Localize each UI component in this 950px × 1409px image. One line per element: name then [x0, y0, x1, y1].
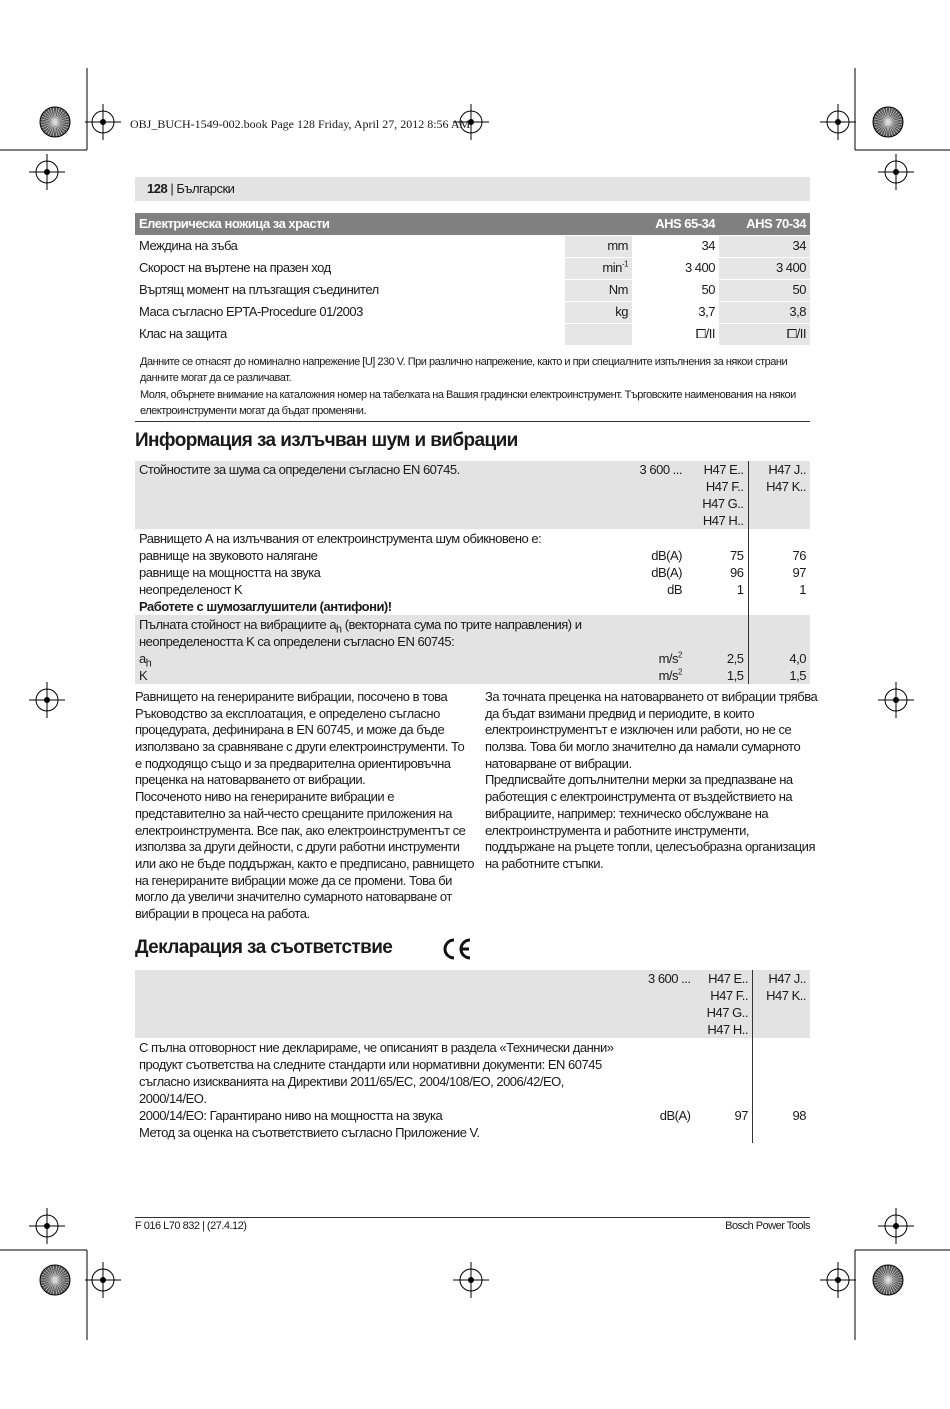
value: 1 — [686, 581, 748, 598]
value: 1 — [799, 582, 806, 597]
body-line: използвано за сравняване с други електроинструменти. То — [135, 739, 465, 755]
value: 76 — [792, 548, 806, 563]
crosshair-target-icon — [878, 682, 914, 718]
value: 3,7 — [632, 301, 719, 323]
starburst-mark-icon — [40, 107, 70, 137]
model-2: AHS 70-34 — [719, 213, 810, 235]
decl-col2 — [752, 970, 810, 1038]
value: ⧠/II — [632, 323, 719, 345]
crosshair-target-icon — [878, 154, 914, 190]
variant: H47 K.. — [766, 988, 806, 1003]
spec-row — [135, 235, 810, 257]
value: 4,0 — [748, 650, 810, 667]
divider — [135, 421, 810, 422]
body-line: Ръководство за експлоатация, е определено съгласно — [135, 705, 440, 721]
body-line: вибрациите, например: техническо обслужване на — [485, 805, 769, 821]
variant: H47 K.. — [766, 479, 806, 494]
unit: dB — [667, 582, 682, 597]
declaration-table — [135, 970, 810, 1143]
crosshair-target-icon — [29, 682, 65, 718]
spec-unit — [565, 301, 632, 323]
note-line: Моля, обърнете внимание на каталожния номер на табелката на Вашия градински електроинструмент. Търговските наименования на някои — [140, 389, 796, 401]
variant: H47 H.. — [702, 513, 744, 528]
note-2 — [140, 387, 796, 419]
decl-col1 — [694, 970, 752, 1038]
spec-label: Клас на защита — [135, 323, 565, 345]
table-row — [135, 1124, 810, 1143]
value: 75 — [686, 547, 748, 564]
value: 2,5 — [686, 650, 748, 667]
unit: dB(A) — [651, 548, 682, 563]
starburst-mark-icon — [873, 1265, 903, 1295]
spec-label: Въртящ момент на плъзгащия съединител — [135, 279, 565, 301]
spec-unit — [565, 257, 632, 279]
page-number: 128 — [147, 181, 168, 196]
decl-method: Метод за оценка на съответствието съгласно Приложение V. — [139, 1125, 480, 1140]
running-header: 128 | Български — [135, 177, 810, 201]
variant: H47 E.. — [708, 971, 748, 986]
body-line: вибрации в процеса на работа. — [135, 905, 310, 921]
unit: dB(A) — [659, 1108, 691, 1123]
text: Пълната стойност на вибрациите a — [139, 617, 337, 632]
table-row — [135, 581, 810, 598]
body-line: електроинструмента. Все пак, ако електроинструментът се — [135, 822, 466, 838]
value: 34 — [719, 235, 810, 257]
language-label: Български — [176, 181, 235, 196]
value: 50 — [632, 279, 719, 301]
noise-label: равнище на мощността на звука — [139, 565, 321, 580]
text: m/s — [658, 668, 679, 683]
text: съгласно изискванията на Директиви 2011/65/EC, 2004/108/EO, 2006/42/EO, — [139, 1074, 564, 1089]
body-line: Равнището на генерираните вибрации, посочено в това — [135, 689, 448, 704]
value: 98 — [792, 1108, 806, 1123]
noise-header-row — [135, 461, 810, 529]
spec-unit — [565, 323, 632, 345]
variant: H47 E.. — [703, 462, 744, 477]
body-right-column — [485, 689, 817, 873]
table-row — [135, 1038, 810, 1107]
value: 3 400 — [632, 257, 719, 279]
crosshair-target-icon — [29, 154, 65, 190]
text: m/s — [658, 651, 679, 666]
value: ⧠/II — [719, 323, 810, 345]
value: 3,8 — [719, 301, 810, 323]
variant: H47 G.. — [702, 496, 744, 511]
unit: mm — [607, 238, 628, 253]
note-line: електроинструменти могат да бъдат променяни. — [140, 405, 367, 417]
body-line: е подходящо също и за предварителна ориентировъчна — [135, 755, 451, 771]
text: 2000/14/EO. — [139, 1091, 207, 1106]
crosshair-target-icon — [85, 1262, 121, 1298]
crosshair-target-icon — [453, 1262, 489, 1298]
body-line: могло да увеличи значително сумарното натоварване от — [135, 889, 452, 905]
variant: H47 G.. — [706, 1005, 748, 1020]
text: 2 — [678, 650, 682, 660]
crosshair-target-icon — [820, 104, 856, 140]
crosshair-target-icon — [820, 1262, 856, 1298]
noise-label: неопределеност K — [139, 582, 243, 597]
body-line: представително за най-често срещаните приложения на — [135, 805, 452, 821]
note-line: данните могат да се различават. — [140, 372, 292, 384]
crosshair-target-icon — [878, 1208, 914, 1244]
spec-label: Скорост на въртене на празен ход — [135, 257, 565, 279]
spec-unit — [565, 235, 632, 257]
body-line: ползва. Това би могло значително да намали сумарното — [485, 739, 801, 755]
text: С пълна отговорност ние декларираме, че описаният в раздела «Технически данни» — [139, 1040, 614, 1055]
variant: H47 H.. — [707, 1022, 748, 1037]
unit: min — [602, 260, 622, 275]
body-line: Предписвайте допълнителни мерки за предпазване на — [485, 772, 793, 788]
value: 50 — [719, 279, 810, 301]
hearing-warning: Работете с шумозаглушители (антифони)! — [139, 599, 392, 614]
body-line: на генерираните вибрации може да се промени. Това би — [135, 872, 452, 888]
crosshair-target-icon — [85, 104, 121, 140]
decl-header-row — [135, 970, 810, 1038]
note-1 — [140, 354, 787, 386]
decl-row-label: 2000/14/EO: Гарантирано ниво на мощността на звука — [139, 1108, 443, 1123]
variant: H47 J.. — [768, 462, 806, 477]
noise-heading: Информация за излъчван шум и вибрации — [135, 430, 518, 451]
unit — [596, 650, 686, 667]
spec-row — [135, 301, 810, 323]
note-line: Данните се отнасят до номинално напрежение [U] 230 V. При различно напрежение, както и при специалните изпълнения за някои страни — [140, 356, 788, 368]
text: (векторната сума по трите направления) и — [341, 617, 582, 632]
spec-row — [135, 257, 810, 279]
unit: kg — [615, 304, 628, 319]
value: 34 — [632, 235, 719, 257]
unit: dB(A) — [651, 565, 682, 580]
variant: H47 F.. — [705, 479, 744, 494]
ce-mark-icon — [440, 937, 472, 961]
spec-row — [135, 279, 810, 301]
footer-divider — [135, 1217, 810, 1218]
value: 1,5 — [686, 667, 748, 684]
model-1: AHS 65-34 — [632, 213, 719, 235]
vib-intro — [135, 615, 596, 650]
decl-prefix: 3 600 ... — [617, 970, 694, 1038]
value: 97 — [694, 1107, 752, 1124]
body-line: да бъдат взимани предвид и периодите, в които — [485, 705, 755, 721]
unit-exponent: -1 — [621, 259, 628, 269]
crosshair-target-icon — [29, 1208, 65, 1244]
unit: Nm — [608, 282, 628, 297]
spec-table — [135, 213, 810, 346]
variant: H47 F.. — [710, 988, 748, 1003]
spec-label: Маса съгласно EPTA-Procedure 01/2003 — [135, 301, 565, 323]
body-line: електроинструментът е изключен или работи, но не се — [485, 722, 792, 738]
starburst-mark-icon — [40, 1265, 70, 1295]
level-intro: Равнището А на излъчвания от електроинструмента шум обикновено е: — [139, 531, 542, 546]
noise-prefix: 3 600 ... — [596, 461, 686, 529]
body-line: използва за други дейности, с други работни инструменти — [135, 839, 460, 855]
footer-right: Bosch Power Tools — [725, 1220, 810, 1232]
spec-table-header — [135, 213, 810, 235]
table-row — [135, 667, 810, 684]
text: неопределеността K са определени съгласно EN 60745: — [139, 634, 455, 649]
value: 3 400 — [719, 257, 810, 279]
table-row — [135, 547, 810, 564]
text: K — [139, 668, 148, 683]
unit — [596, 667, 686, 684]
print-header: OBJ_BUCH-1549-002.book Page 128 Friday, April 27, 2012 8:56 AM — [130, 117, 471, 131]
body-line: Посоченото ниво на генерираните вибрации е — [135, 789, 395, 805]
spec-unit — [565, 279, 632, 301]
value: 1,5 — [748, 667, 810, 684]
starburst-mark-icon — [873, 107, 903, 137]
body-line: преценка на натоварването от вибрации. — [135, 772, 366, 788]
body-line: или ако не бъде поддържан, както е предписано, равнището — [135, 855, 474, 871]
table-row — [135, 615, 810, 650]
declaration-heading: Декларация за съответствие — [135, 937, 393, 958]
body-line: процедурата, дефинирана в EN 60745, и може да бъде — [135, 722, 445, 738]
spec-table-title: Електрическа ножица за храсти — [135, 213, 565, 235]
vib-label — [135, 667, 596, 684]
text: a — [139, 651, 146, 666]
value: 96 — [686, 564, 748, 581]
text: h — [145, 657, 152, 670]
text: продукт съответства на следните стандарти или нормативни документи: EN 60745 — [139, 1057, 602, 1072]
decl-text — [135, 1038, 617, 1107]
noise-col2 — [748, 461, 810, 529]
table-row — [135, 529, 810, 547]
table-row — [135, 1107, 810, 1124]
table-row — [135, 650, 810, 667]
noise-table — [135, 461, 810, 684]
body-line: натоварване от вибрации. — [485, 755, 632, 771]
body-line: работещия с електроинструмента от въздействието на — [485, 789, 793, 805]
spec-label: Междина на зъба — [135, 235, 565, 257]
body-line: За точната преценка на натоварването от вибрации трябва — [485, 689, 818, 704]
noise-intro: Стойностите за шума са определени съгласно EN 60745. — [135, 461, 596, 529]
table-row — [135, 564, 810, 581]
body-line: на работните стъпки. — [485, 855, 604, 871]
noise-label: равнище на звуковото налягане — [139, 548, 318, 563]
spec-row — [135, 323, 810, 345]
noise-col1 — [686, 461, 748, 529]
text: h — [336, 623, 342, 636]
value: 97 — [792, 565, 806, 580]
footer-left: F 016 L70 832 | (27.4.12) — [135, 1220, 247, 1232]
table-row — [135, 598, 810, 615]
vib-label — [135, 650, 596, 670]
text: 2 — [678, 667, 682, 677]
variant: H47 J.. — [768, 971, 806, 986]
body-line: поддържане на ръцете топли, целесъобразна организация — [485, 839, 815, 855]
body-left-column — [135, 689, 474, 923]
body-line: електроинструмента и работните инструменти, — [485, 822, 749, 838]
